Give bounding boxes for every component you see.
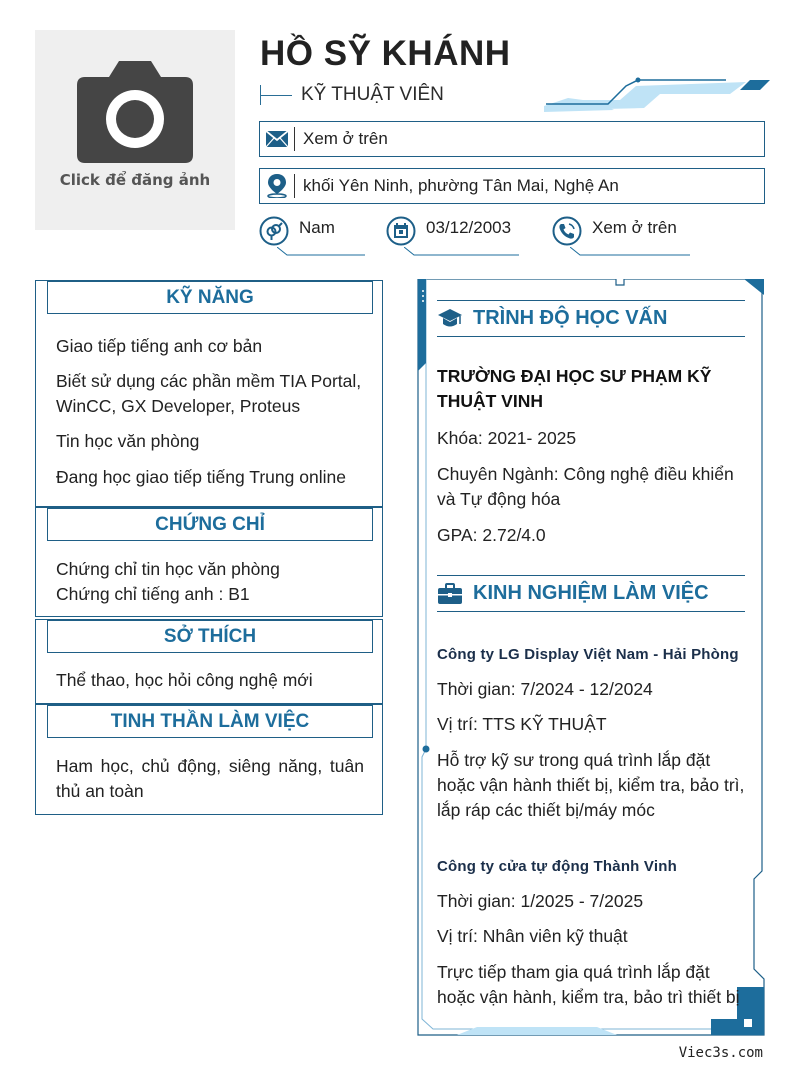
email-value: Xem ở trên bbox=[303, 129, 388, 148]
job-title-row bbox=[260, 84, 444, 106]
gender-icon bbox=[259, 216, 289, 246]
email-field bbox=[259, 121, 765, 157]
address-field bbox=[259, 168, 765, 204]
footer-brand: Viec3s.com bbox=[678, 1045, 763, 1061]
birthday-underline bbox=[404, 247, 519, 257]
phone-icon bbox=[552, 216, 582, 246]
phone-underline bbox=[570, 247, 690, 257]
gender-underline bbox=[277, 247, 365, 257]
job-company: Công ty cửa tự động Thành Vinh bbox=[437, 858, 677, 875]
experience-title: KINH NGHIỆM LÀM VIỆC bbox=[473, 582, 709, 604]
graduation-cap-icon bbox=[437, 308, 463, 330]
hobbies-heading: SỞ THÍCH bbox=[47, 620, 373, 653]
work-spirit-text: Ham học, chủ động, siêng năng, tuân thủ an toàn bbox=[56, 756, 364, 801]
experience-heading bbox=[437, 575, 745, 612]
work-spirit-heading: TINH THẦN LÀM VIỆC bbox=[47, 705, 373, 738]
certificates-heading: CHỨNG CHỈ bbox=[47, 508, 373, 541]
avatar-upload[interactable] bbox=[35, 30, 235, 230]
birthday-field bbox=[386, 214, 521, 256]
phone-value: Xem ở trên bbox=[592, 218, 677, 237]
job-time: Thời gian: 1/2025 - 7/2025 bbox=[437, 891, 644, 911]
address-separator bbox=[294, 174, 295, 198]
hobbies-section bbox=[35, 619, 383, 704]
skill-item: Biết sử dụng các phần mềm TIA Portal, WinCC, GX Developer, Proteus bbox=[56, 371, 362, 416]
camera-icon bbox=[75, 59, 195, 165]
job-description: Hỗ trợ kỹ sư trong quá trình lắp đặt hoặc vận hành thiết bị, kiểm tra, bảo trì, lắp ráp các thiết bị/máy móc bbox=[437, 750, 745, 820]
title-decoration bbox=[260, 85, 292, 105]
job-position: Vị trí: TTS KỸ THUẬT bbox=[437, 714, 607, 734]
gender-field bbox=[259, 214, 364, 256]
address-value: khối Yên Ninh, phường Tân Mai, Nghệ An bbox=[303, 176, 619, 195]
location-pin-icon bbox=[267, 174, 287, 198]
envelope-icon bbox=[266, 131, 288, 147]
job-company: Công ty LG Display Việt Nam - Hải Phòng bbox=[437, 646, 739, 663]
calendar-icon bbox=[386, 216, 416, 246]
job-description: Trực tiếp tham gia quá trình lắp đặt hoặc vận hành, kiểm tra, bảo trì thiết bị bbox=[437, 962, 740, 1007]
right-panel bbox=[417, 279, 765, 1036]
certificate-item: Chứng chỉ tin học văn phòng bbox=[56, 559, 280, 579]
briefcase-icon bbox=[437, 583, 463, 605]
education-gpa: GPA: 2.72/4.0 bbox=[437, 525, 546, 545]
education-heading bbox=[437, 300, 745, 337]
gender-value: Nam bbox=[299, 218, 335, 237]
skill-item: Giao tiếp tiếng anh cơ bản bbox=[56, 336, 263, 356]
certificate-item: Chứng chỉ tiếng anh : B1 bbox=[56, 584, 250, 604]
skills-heading: KỸ NĂNG bbox=[47, 281, 373, 314]
education-course: Khóa: 2021- 2025 bbox=[437, 428, 577, 448]
job-time: Thời gian: 7/2024 - 12/2024 bbox=[437, 679, 653, 699]
education-major: Chuyên Ngành: Công nghệ điều khiển và Tự động hóa bbox=[437, 464, 734, 509]
candidate-name: HỒ SỸ KHÁNH bbox=[260, 34, 511, 73]
email-separator bbox=[294, 127, 295, 151]
school-name: TRƯỜNG ĐẠI HỌC SƯ PHẠM KỸ THUẬT VINH bbox=[437, 366, 712, 411]
hobbies-text: Thể thao, học hỏi công nghệ mới bbox=[56, 670, 313, 690]
job-title: KỸ THUẬT VIÊN bbox=[301, 84, 444, 105]
circuit-decoration bbox=[540, 76, 770, 116]
education-title: TRÌNH ĐỘ HỌC VẤN bbox=[473, 307, 668, 329]
birthday-value: 03/12/2003 bbox=[426, 218, 512, 237]
work-spirit-section bbox=[35, 704, 383, 815]
job-position: Vị trí: Nhân viên kỹ thuật bbox=[437, 926, 628, 946]
skill-item: Tin học văn phòng bbox=[56, 431, 200, 451]
certificates-section bbox=[35, 507, 383, 617]
skills-section bbox=[35, 280, 383, 507]
phone-field bbox=[552, 214, 692, 256]
skill-item: Đang học giao tiếp tiếng Trung online bbox=[56, 467, 346, 487]
photo-upload-label: Click để đăng ảnh bbox=[59, 171, 211, 189]
